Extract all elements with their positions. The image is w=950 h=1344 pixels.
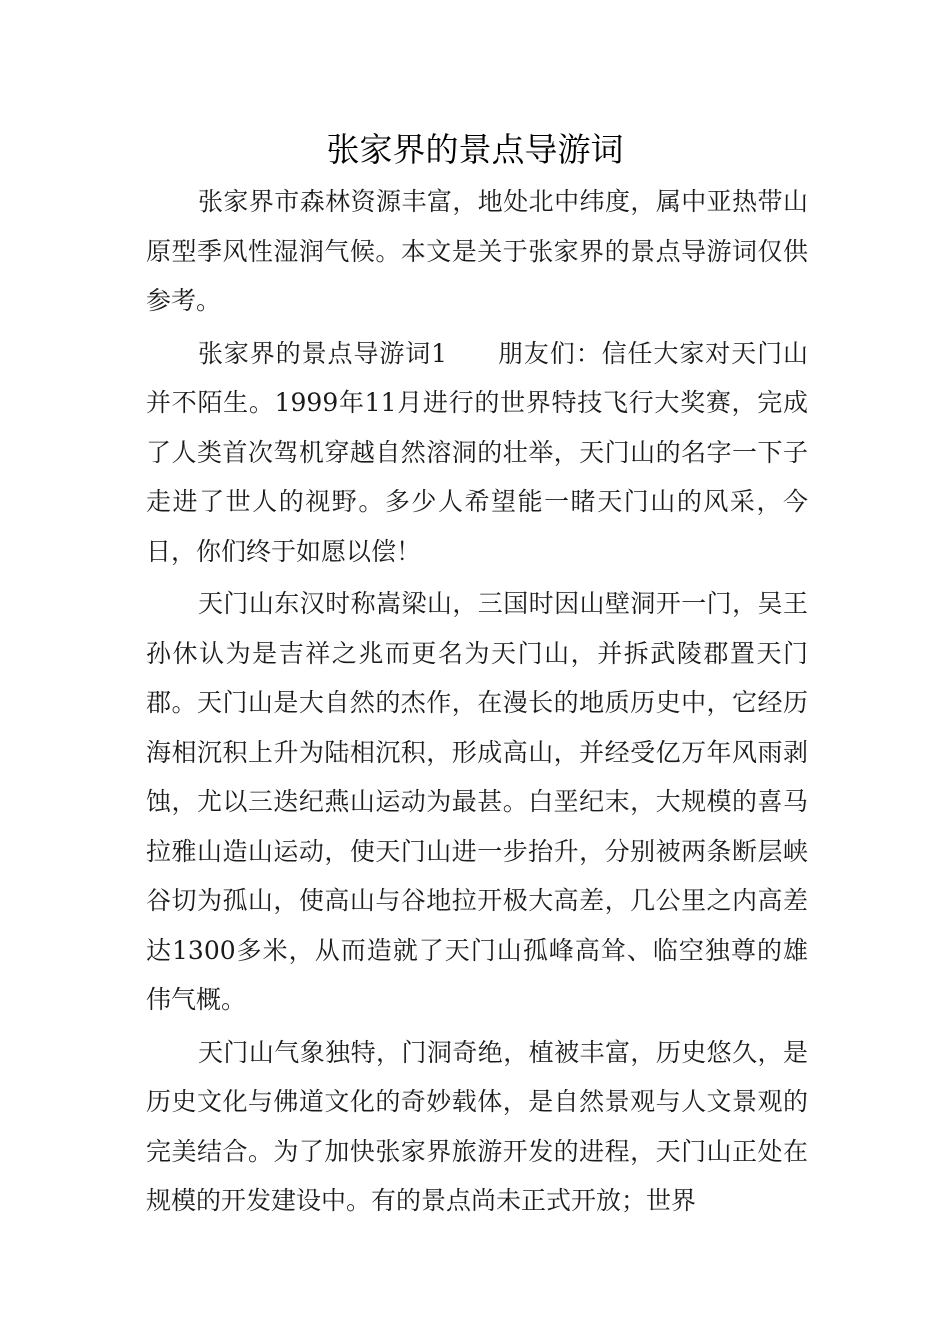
paragraph-text: 张家界市森林资源丰富，地处北中纬度，属中亚热带山原型季风性湿润气候。本文是关于张家界的景点导游词仅供参考。 [146, 187, 808, 315]
document-body [146, 177, 808, 1226]
paragraph-text: 天门山气象独特，门洞奇绝，植被丰富，历史悠久，是历史文化与佛道文化的奇妙载体，是自然景观与人文景观的完美结合。为了加快张家界旅游开发的进程，天门山正处在规模的开发建设中。有的景点尚未正式开放；世界 [146, 1037, 808, 1215]
section-heading: 张家界的景点导游词1 [198, 338, 448, 368]
paragraph-intro [146, 177, 808, 326]
paragraph-text: 朋友们：信任大家对天门山并不陌生。1999年11月进行的世界特技飞行大奖赛，完成了人类首次驾机穿越自然溶洞的壮举，天门山的名字一下子走进了世人的视野。多少人希望能一睹天门山的风采，今日，你们终于如愿以偿！ [146, 338, 808, 566]
document-title: 张家界的景点导游词 [326, 130, 624, 169]
paragraph-text: 天门山东汉时称嵩梁山，三国时因山壁洞开一门，吴王孙休认为是吉祥之兆而更名为天门山，并拆武陵郡置天门郡。天门山是大自然的杰作，在漫长的地质历史中，它经历海相沉积上升为陆相沉积，形成高山，并经受亿万年风雨剥蚀，尤以三迭纪燕山运动为最甚。白垩纪末，大规模的喜马拉雅山造山运动，使天门山进一步抬升，分别被两条断层峡谷切为孤山，使高山与谷地拉开极大高差，几公里之内高差达1300多米，从而造就了天门山孤峰高耸、临空独尊的雄伟气概。 [146, 589, 808, 1014]
paragraph-section-1 [146, 329, 808, 577]
paragraph-history [146, 579, 808, 1025]
paragraph-culture [146, 1028, 808, 1226]
